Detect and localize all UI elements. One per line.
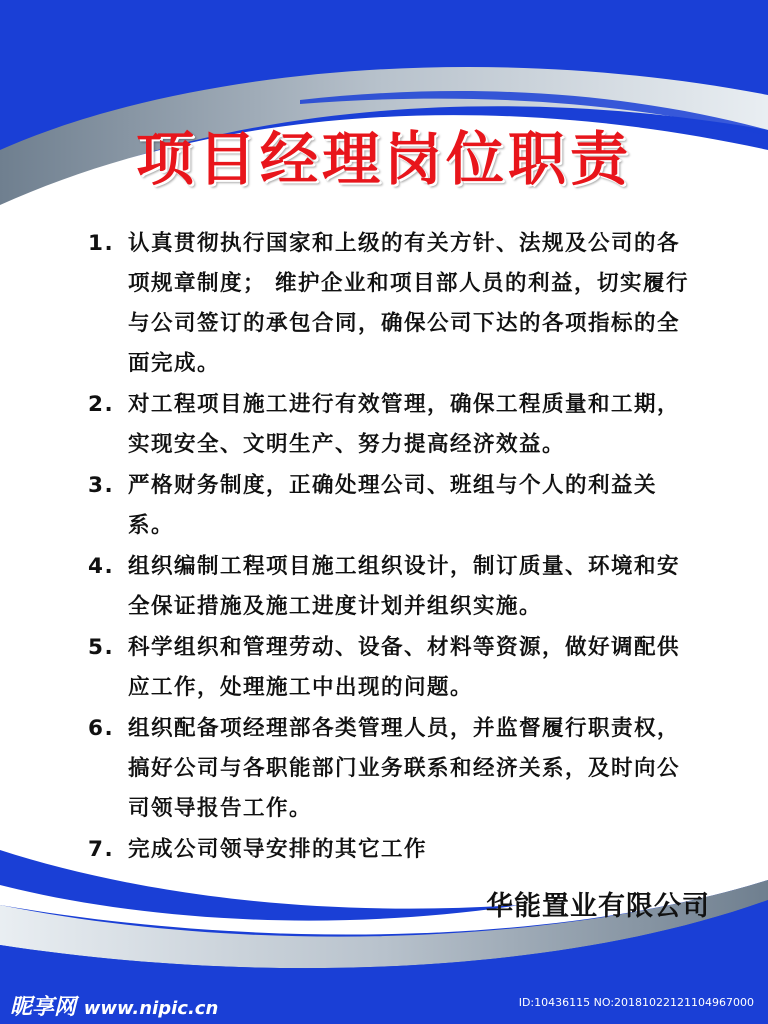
duty-number: 5. (88, 635, 115, 660)
company-name: 华能置业有限公司 (486, 891, 710, 922)
watermark-site: www.nipic.cn (83, 998, 219, 1019)
duty-item (88, 830, 698, 870)
duty-number: 3. (88, 473, 115, 498)
duty-text: 认真贯彻执行国家和上级的有关方针、法规及公司的各项规章制度； 维护企业和项目部人员的利益，切实履行与公司签订的承包合同，确保公司下达的各项指标的全面完成。 (128, 231, 689, 376)
poster-title: 项目经理岗位职责 (135, 125, 632, 193)
duty-text: 对工程项目施工进行有效管理，确保工程质量和工期，实现安全、文明生产、努力提高经济效益。 (128, 392, 681, 457)
duty-number: 2. (88, 392, 115, 417)
duty-item (88, 385, 698, 465)
duty-text: 科学组织和管理劳动、设备、材料等资源，做好调配供应工作，处理施工中出现的问题。 (128, 635, 681, 700)
duty-item (88, 224, 698, 384)
duty-text: 组织配备项经理部各类管理人员，并监督履行职责权，搞好公司与各职能部门业务联系和经济关系，及时向公司领导报告工作。 (128, 716, 681, 821)
watermark-brand-name: 昵享网 (10, 995, 77, 1020)
duty-item (88, 547, 698, 627)
duty-number: 6. (88, 716, 115, 741)
duty-text: 完成公司领导安排的其它工作 (128, 837, 428, 862)
duty-number: 4. (88, 554, 115, 579)
duty-number: 1. (88, 231, 115, 256)
duty-item (88, 466, 698, 546)
duty-number: 7. (88, 837, 115, 862)
duty-list (88, 224, 698, 871)
duty-item (88, 709, 698, 829)
duty-text: 严格财务制度，正确处理公司、班组与个人的利益关系。 (128, 473, 658, 538)
duty-text: 组织编制工程项目施工组织设计，制订质量、环境和安全保证措施及施工进度计划并组织实施。 (128, 554, 681, 619)
watermark-brand (10, 990, 218, 1021)
watermark-id: ID:10436115 NO:20181022121104967000 (518, 996, 754, 1009)
duty-item (88, 628, 698, 708)
